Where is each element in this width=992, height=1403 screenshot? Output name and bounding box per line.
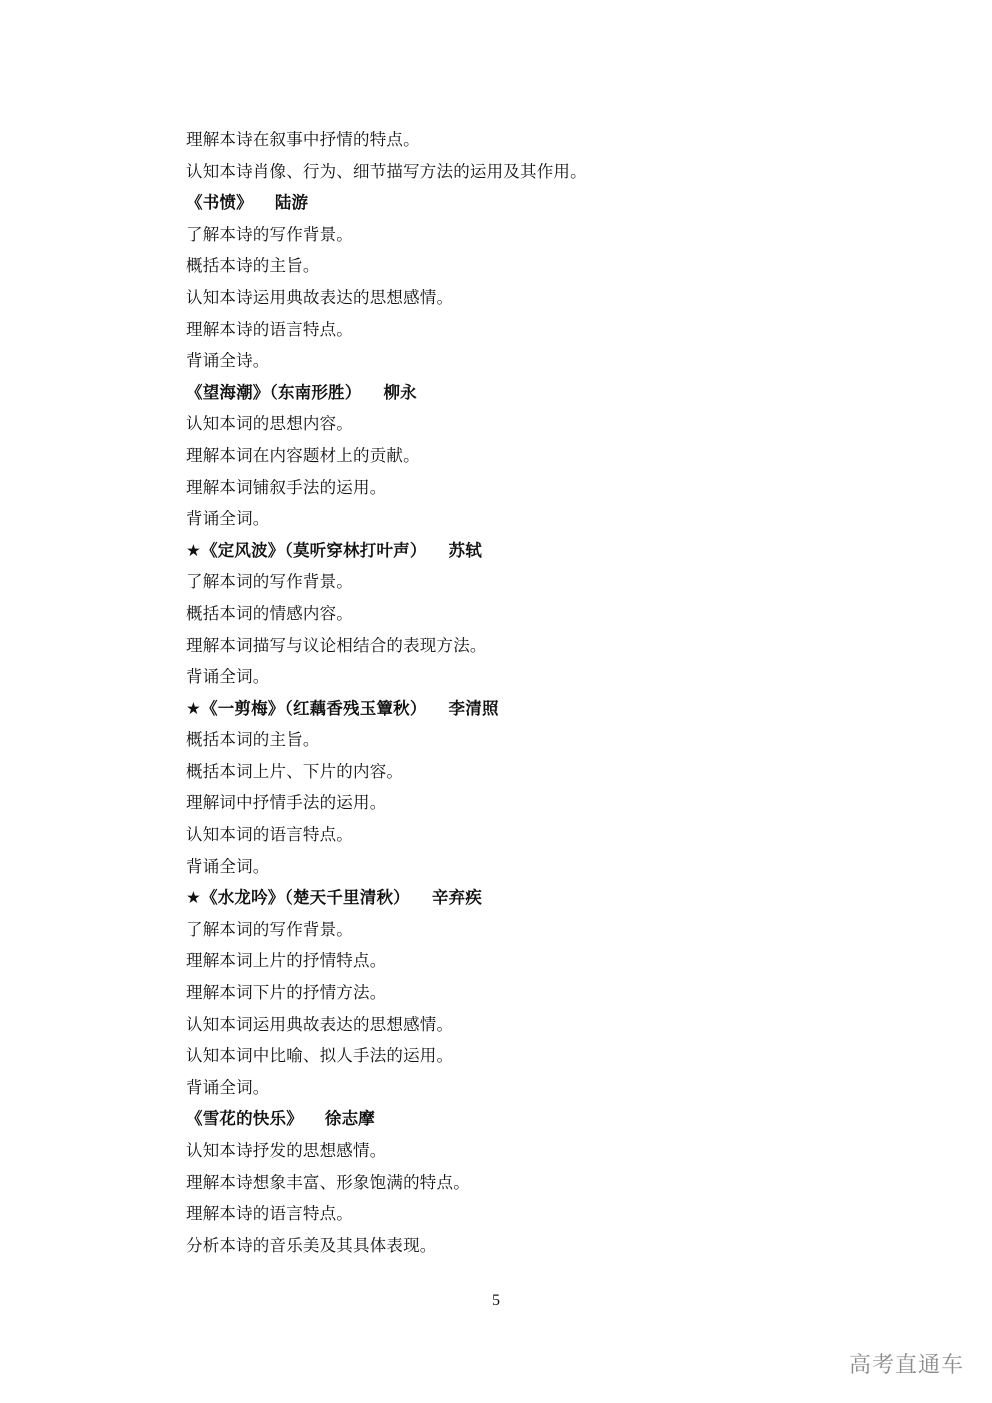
work-title: 《书愤》 bbox=[186, 193, 253, 213]
work-author: 陆游 bbox=[274, 193, 309, 213]
objective-item: 理解词中抒情手法的运用。 bbox=[186, 793, 387, 813]
section-heading bbox=[186, 377, 906, 409]
work-title: 《雪花的快乐》 bbox=[186, 1109, 303, 1129]
section-heading bbox=[186, 882, 906, 914]
document-body bbox=[186, 124, 906, 1261]
objective-item: 理解本词在内容题材上的贡献。 bbox=[186, 445, 420, 465]
work-author: 李清照 bbox=[448, 698, 499, 718]
page-number: 5 bbox=[492, 1292, 500, 1309]
objective-item: 概括本诗的主旨。 bbox=[186, 256, 320, 276]
objective-item: 背诵全词。 bbox=[186, 509, 270, 529]
objective-item: 理解本词上片的抒情特点。 bbox=[186, 951, 387, 971]
objective-item: 背诵全诗。 bbox=[186, 351, 270, 371]
objective-item: 背诵全词。 bbox=[186, 1077, 270, 1097]
objective-item: 理解本词铺叙手法的运用。 bbox=[186, 477, 387, 497]
work-title: 《望海潮》（东南形胜） bbox=[186, 382, 362, 402]
objective-item: 分析本诗的音乐美及其具体表现。 bbox=[186, 1235, 437, 1255]
objective-item: 认知本词运用典故表达的思想感情。 bbox=[186, 1014, 454, 1034]
objective-item: 理解本诗的语言特点。 bbox=[186, 1204, 353, 1224]
work-author: 徐志摩 bbox=[324, 1109, 376, 1129]
objective-item: 理解本诗的语言特点。 bbox=[186, 319, 353, 339]
section-heading bbox=[186, 1103, 906, 1135]
objective-item: 了解本词的写作背景。 bbox=[186, 919, 353, 939]
objective-item: 理解本词描写与议论相结合的表现方法。 bbox=[186, 635, 487, 655]
work-title: ★《一剪梅》（红藕香残玉簟秋） bbox=[186, 698, 427, 718]
work-title: ★《定风波》（莫听穿林打叶声） bbox=[186, 540, 427, 560]
watermark: 高考直通车 bbox=[848, 1353, 964, 1378]
work-author: 辛弃疾 bbox=[431, 888, 482, 908]
objective-item: 认知本诗抒发的思想感情。 bbox=[186, 1141, 387, 1160]
objective-item: 认知本词中比喻、拟人手法的运用。 bbox=[186, 1046, 454, 1066]
objective-item: 了解本诗的写作背景。 bbox=[186, 224, 353, 244]
objective-item: 认知本诗运用典故表达的思想感情。 bbox=[186, 287, 454, 307]
objective-item: 了解本词的写作背景。 bbox=[186, 572, 353, 592]
work-author: 柳永 bbox=[383, 382, 417, 402]
objective-item: 概括本词的主旨。 bbox=[186, 730, 320, 750]
objective-item: 概括本词上片、下片的内容。 bbox=[186, 761, 404, 781]
objective-item: 背诵全词。 bbox=[186, 856, 270, 876]
objective-item: 概括本词的情感内容。 bbox=[186, 603, 353, 623]
objective-item: 认知本词的思想内容。 bbox=[186, 414, 353, 434]
section-heading bbox=[186, 187, 906, 219]
section-heading bbox=[186, 693, 906, 725]
objective-item: 认知本词的语言特点。 bbox=[186, 825, 353, 845]
work-title: ★《水龙吟》（楚天千里清秋） bbox=[186, 888, 410, 908]
objective-item: 背诵全词。 bbox=[186, 667, 270, 687]
section-heading bbox=[186, 535, 906, 567]
objective-item: 认知本诗肖像、行为、细节描写方法的运用及其作用。 bbox=[186, 161, 587, 181]
objective-item: 理解本词下片的抒情方法。 bbox=[186, 983, 387, 1003]
objective-item: 理解本诗在叙事中抒情的特点。 bbox=[186, 130, 420, 149]
objective-item: 理解本诗想象丰富、形象饱满的特点。 bbox=[186, 1172, 470, 1192]
work-author: 苏轼 bbox=[448, 540, 482, 560]
